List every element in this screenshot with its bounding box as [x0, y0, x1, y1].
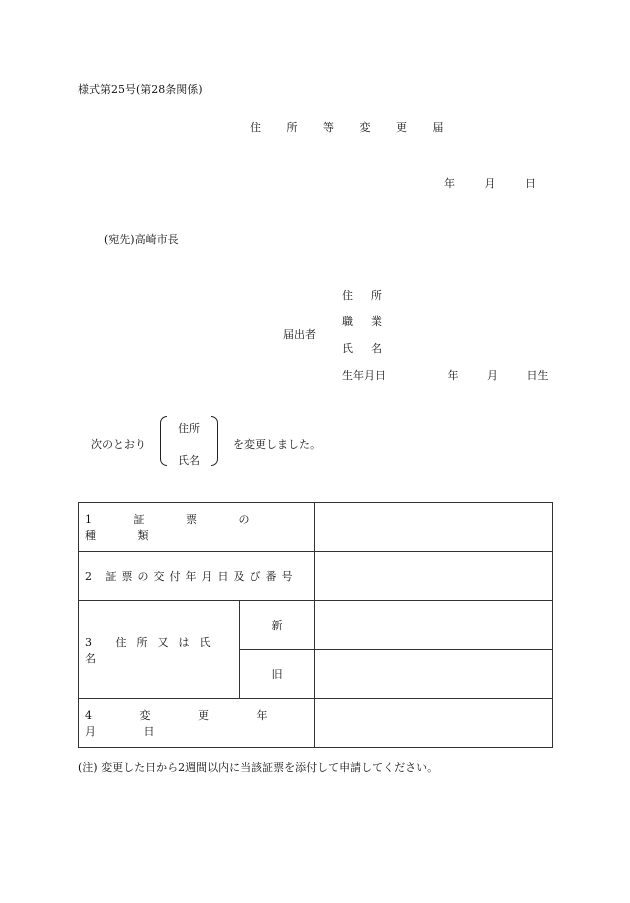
table-row [79, 601, 553, 650]
row-certificate-type-value[interactable] [315, 503, 553, 552]
table-row [79, 552, 553, 601]
certificate-table [78, 502, 553, 748]
change-suffix: を変更しました。 [233, 438, 321, 451]
left-bracket [160, 416, 167, 466]
applicant-address-field [342, 287, 402, 303]
applicant-label: 届出者 [283, 328, 316, 341]
right-bracket [211, 416, 218, 466]
row-address-or-name-label: 3 住所又は氏名 [79, 601, 240, 699]
row-new-value[interactable] [315, 601, 553, 650]
row-old-value[interactable] [315, 650, 553, 699]
address-label: 住所 [342, 289, 400, 302]
birth-day-label: 日生 [526, 369, 549, 382]
document-title: 住 所 等 変 更 届 [250, 121, 455, 134]
option-name: 氏名 [178, 454, 200, 467]
row-certificate-type-label: 1 証 票 の 種 類 [79, 503, 315, 552]
row-issue-date-number-value[interactable] [315, 552, 553, 601]
applicant-occupation-field [342, 313, 402, 329]
birthdate-label: 生年月日 [342, 369, 386, 382]
row-old-label: 旧 [240, 650, 315, 699]
footnote: (注) 変更した日から2週間以内に当該証票を添付して申請してください。 [78, 761, 439, 774]
name-label: 氏名 [342, 342, 400, 355]
applicant-name-field [342, 340, 402, 356]
row-change-date-label: 4 変 更 年 月 日 [79, 699, 315, 748]
date-year-label: 年 [444, 177, 455, 190]
change-prefix: 次のとおり [91, 438, 146, 451]
occupation-label: 職業 [342, 315, 400, 328]
applicant-birthdate-field [342, 367, 574, 383]
birth-month-label: 月 [487, 369, 498, 382]
submission-date [444, 175, 562, 191]
row-new-label: 新 [240, 601, 315, 650]
form-number: 様式第25号(第28条関係) [78, 83, 203, 96]
row-issue-date-number-label: 2 証票の交付年月日及び番号 [79, 552, 315, 601]
option-address: 住所 [178, 422, 200, 435]
birth-year-label: 年 [447, 369, 459, 382]
addressee: (宛先)高崎市長 [104, 233, 179, 246]
table-row [79, 699, 553, 748]
date-day-label: 日 [525, 177, 536, 190]
table-row [79, 503, 553, 552]
date-month-label: 月 [484, 177, 496, 190]
row-change-date-value[interactable] [315, 699, 553, 748]
